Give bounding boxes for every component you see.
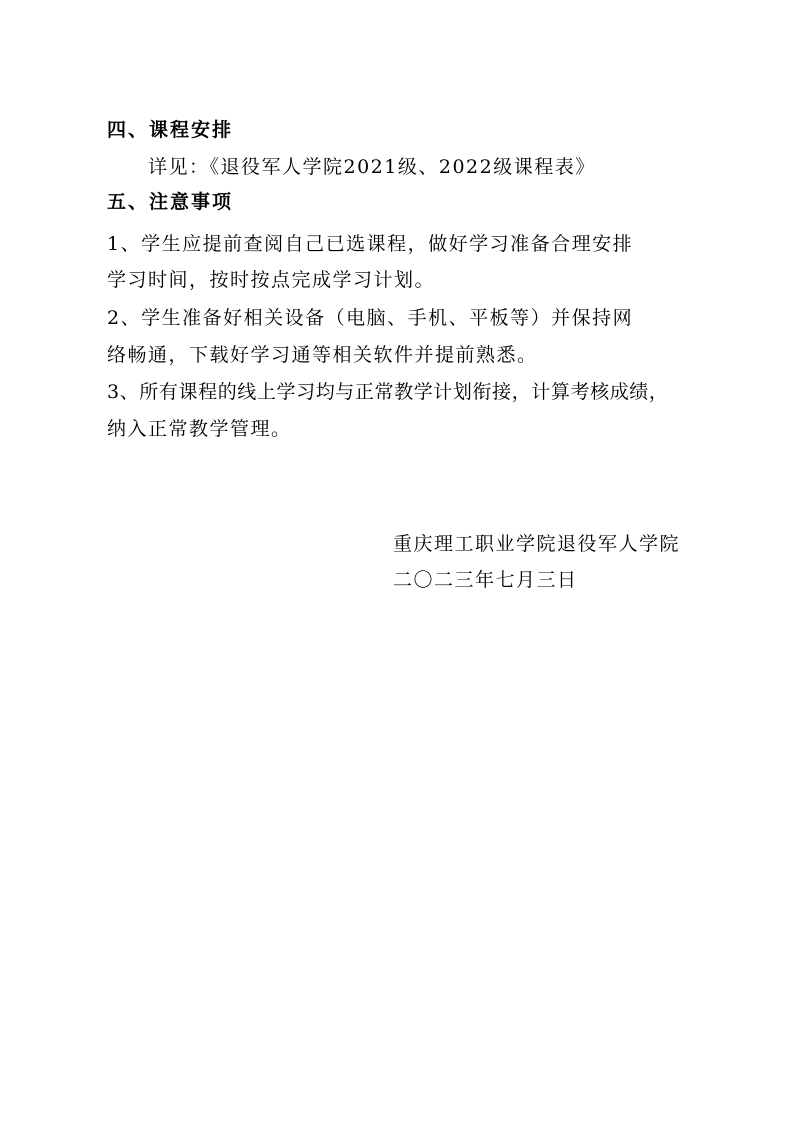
signature-date: 二〇二三年七月三日: [393, 569, 578, 591]
section-5-heading: 五、注意事项: [107, 191, 234, 213]
notice-item-3-line-1: 3、所有课程的线上学习均与正常教学计划衔接，计算考核成绩，: [107, 381, 669, 403]
section-4-heading: 四、课程安排: [107, 119, 234, 141]
notice-item-2-line-1: 2、学生准备好相关设备（电脑、手机、平板等）并保持网: [107, 307, 634, 329]
notice-item-1-line-1: 1、学生应提前查阅自己已选课程，做好学习准备合理安排: [107, 233, 634, 255]
notice-item-3-line-2: 纳入正常教学管理。: [107, 418, 292, 440]
notice-item-2-line-2: 络畅通，下载好学习通等相关软件并提前熟悉。: [107, 344, 538, 366]
section-4-detail: 详见：《退役军人学院2021级、2022级课程表》: [148, 156, 596, 178]
signature-organization: 重庆理工职业学院退役军人学院: [393, 533, 681, 555]
notice-item-1-line-2: 学习时间，按时按点完成学习计划。: [107, 269, 436, 291]
